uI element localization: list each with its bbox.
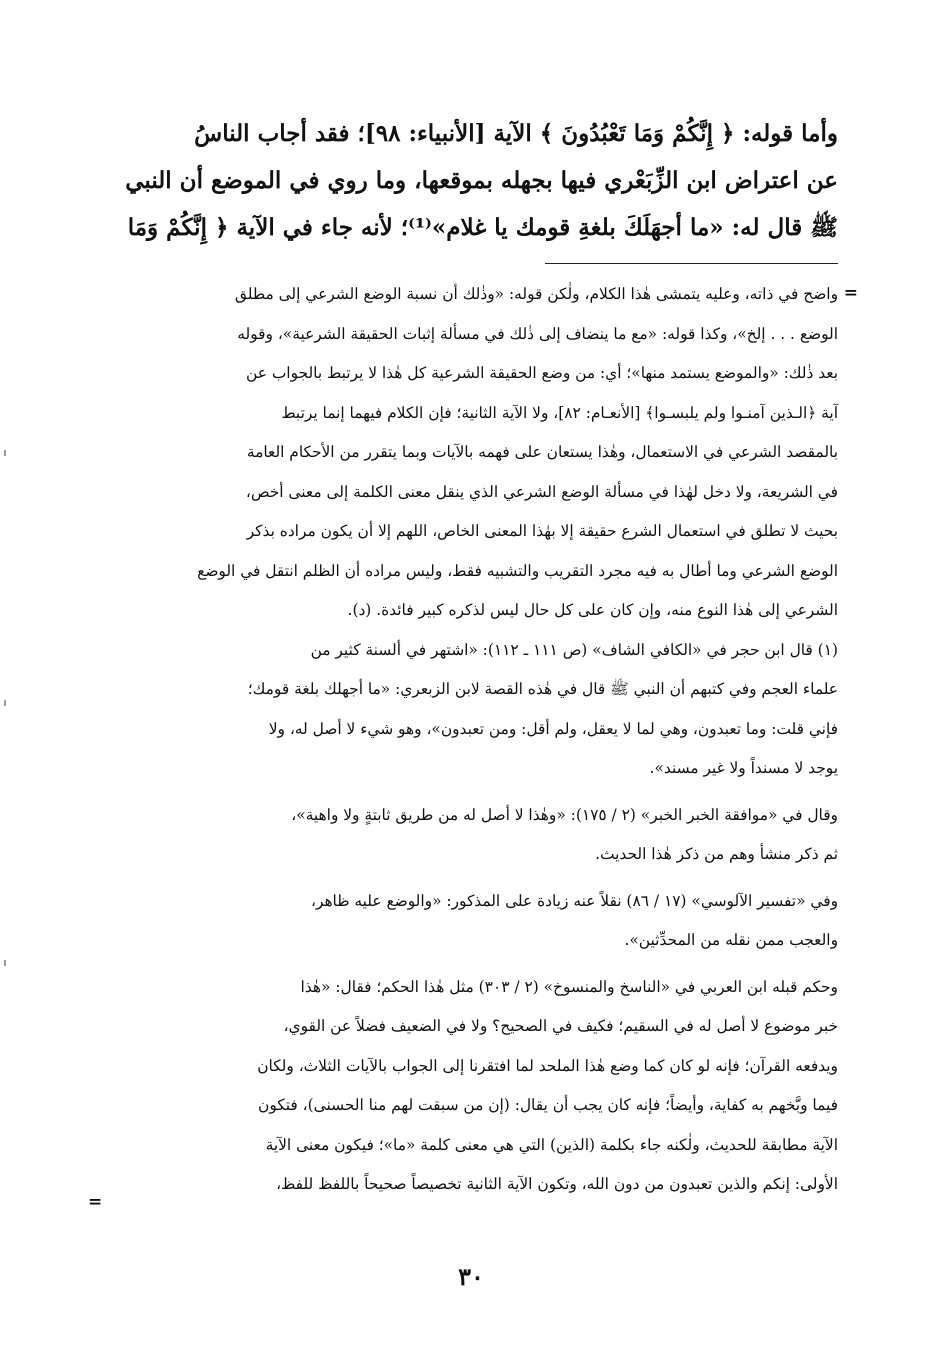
page-number: ٣٠	[458, 1262, 484, 1291]
main-line: ﷺ قال له: «ما أجهَلَكَ بلغةِ قومك يا غلام»⁽¹⁾؛ لأنه جاء في الآية ﴿ إِنَّكُمْ وَمَا	[127, 214, 838, 241]
footnote-line: علماء العجم وفي كتبهم أن النبي ﷺ قال في هٰذه القصة لابن الزبعري: «ما أجهلك بلغة قومك؛	[247, 680, 838, 698]
footnote-line: وفي «تفسير الآلوسي» (١٧ / ٨٦) نقلاً عنه زيادة على المذكور: «والوضع عليه ظاهر،	[310, 891, 838, 910]
footnote-line: الأولى: إنكم والذين تعبدون من دون الله، وتكون الآية الثانية تخصيصاً صحيحاً باللفظ للفظ،	[276, 1175, 838, 1193]
note-line: بعد ذٰلك: «والموضع يستمد منها»؛ أي: من وضع الحقيقة الشرعية كل هٰذا لا يرتبط بالجواب عن	[246, 364, 838, 382]
footnote-line: (١) قال ابن حجر في «الكافي الشاف» (ص ١١١ ـ ١١٢): «اشتهر في ألسنة كثير من	[310, 640, 838, 659]
scan-mark	[4, 450, 6, 456]
footnote-line: فإني قلت: وما تعبدون، وهي لما لا يعقل، ولم أقل: ومن تعبدون»، وهو شيء لا أصل له، ولا	[268, 719, 838, 738]
note-line: الوضع الشرعي وما أطال به فيه مجرد التقريب والتشبيه فقط، وليس مراده أن الظلم انتقل في الوضع	[197, 561, 838, 580]
footnote-line: ويدفعه القرآن؛ فإنه لو كان كما وضع هٰذا الملحد لما افتقرنا إلى الجواب بالآيات الثلاث، ولكان	[257, 1056, 838, 1075]
main-text	[104, 110, 838, 251]
note-line: في الشريعة، ولا دخل لهٰذا في مسألة الوضع الشرعي الذي ينقل معنى الكلمة إلى معنى أخص،	[245, 482, 838, 501]
note-line: آية ﴿الـذين آمنـوا ولم يلبسـوا﴾ [الأنعـام: ٨٢]، ولا الآية الثانية؛ فإن الكلام فيهما إنما يرتبط	[281, 403, 838, 422]
main-line: عن اعتراض ابن الزِّبَعْري فيها بجهله بموقعها، وما روي في الموضع أن النبي	[125, 167, 838, 194]
footnote-line: خبر موضوع لا أصل له في السقيم؛ فكيف في الصحيح؟ ولا في الضعيف فضلاً عن القوي،	[283, 1017, 838, 1035]
note-line: الوضع . . . إلخ»، وكذا قوله: «مع ما ينضاف إلى ذٰلك في مسألة إثبات الحقيقة الشرعية»، وقوله	[237, 324, 838, 343]
main-line: وأما قوله: ﴿ إِنَّكُمْ وَمَا تَعْبُدُونَ ﴾ الآية [الأنبياء: ٩٨]؛ فقد أجاب الناسُ	[194, 120, 838, 147]
footnote-line: الآية مطابقة للحديث، ولٰكنه جاء بكلمة (الذين) التي هي معنى كلمة «ما»؛ فيكون معنى الآية	[265, 1135, 838, 1154]
continuation-marker-end: =	[88, 1192, 103, 1212]
note-line: واضح في ذاته، وعليه يتمشى هٰذا الكلام، ولٰكن قوله: «وذٰلك أن نسبة الوضع الشرعي إلى مطلق	[234, 285, 838, 303]
footnote-line: ثم ذكر منشأ وهم من ذكر هٰذا الحديث.	[595, 845, 838, 863]
footnote-line: فيما وبَّخهم به كفاية، وأيضاً؛ فإنه كان يجب أن يقال: (إن من سبقت لهم منا الحسنى)، فتكون	[258, 1096, 838, 1114]
note-line: بالمقصد الشرعي في الاستعمال، وهٰذا يستعان على فهمه بالآيات وبما يتقرر من الأحكام العامة	[246, 443, 838, 461]
footnote-line: يوجد لا مسنداً ولا غير مسند».	[649, 759, 838, 777]
scan-mark	[4, 700, 6, 706]
continuation-marker: =	[843, 283, 858, 303]
note-line: بحيث لا تطلق في استعمال الشرع حقيقة إلا بهٰذا المعنى الخاص، اللهم إلا أن يكون مراده بذكر	[246, 522, 838, 540]
note-line: الشرعي إلى هٰذا النوع منه، وإن كان على كل حال ليس لذكره كبير فائدة. (د).	[347, 601, 838, 619]
scan-mark	[4, 960, 6, 966]
footnotes	[104, 275, 838, 1205]
footnote-line: وحكم قبله ابن العربي في «الناسخ والمنسوخ» (٢ / ٣٠٣) مثل هٰذا الحكم؛ فقال: «هٰذا	[300, 977, 838, 996]
footnote-separator	[545, 263, 838, 264]
footnote-line: والعجب ممن نقله من المحدِّثين».	[624, 931, 838, 949]
footnote-line: وقال في «موافقة الخبر الخبر» (٢ / ١٧٥): «وهٰذا لا أصل له من طريق ثابتةٍ ولا واهية»،	[291, 805, 838, 824]
